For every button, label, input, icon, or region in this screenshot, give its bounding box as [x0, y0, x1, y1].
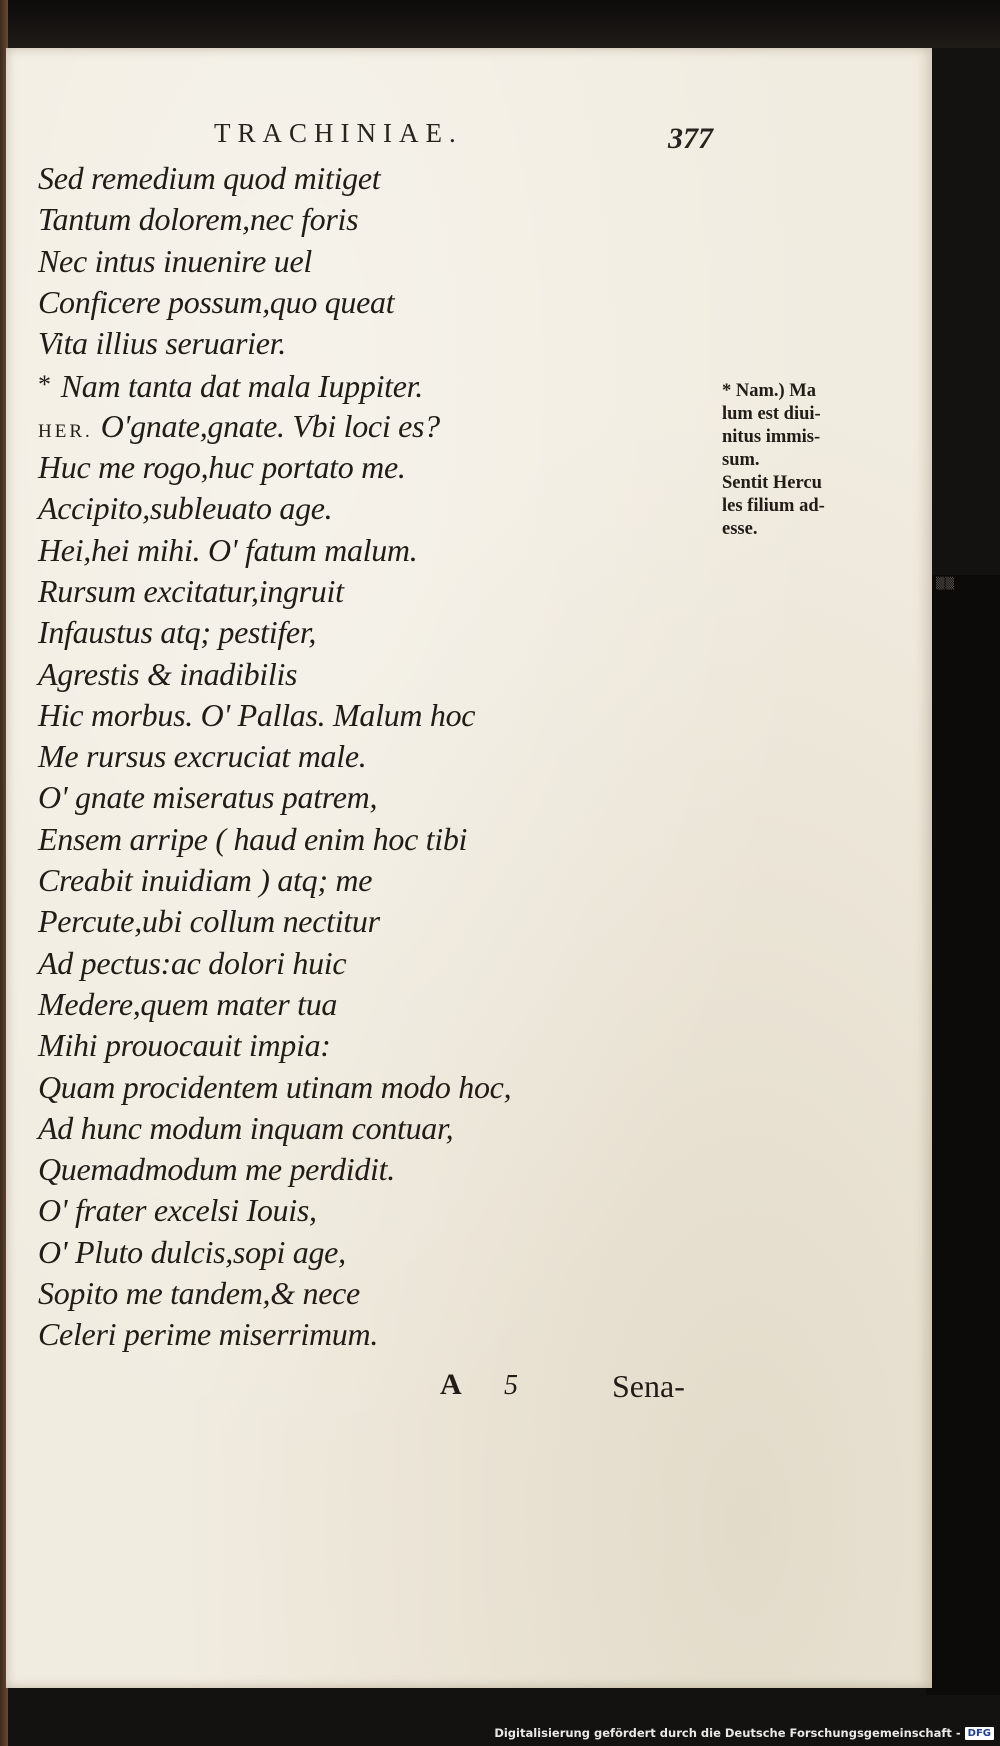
verse-line	[38, 1232, 511, 1273]
signature-mark: A	[440, 1368, 462, 1401]
verse-line-text: Me rursus excruciat male.	[38, 738, 367, 775]
verse-line-text: Nam tanta dat mala Iuppiter.	[60, 368, 423, 405]
verse-line	[38, 406, 511, 447]
marginal-note-line: les filium ad-	[722, 496, 825, 516]
verse-line-text: Celeri perime miserrimum.	[38, 1316, 379, 1353]
verse-line-text: Mihi prouocauit impia:	[38, 1027, 331, 1064]
verse-line	[38, 488, 511, 529]
verse-line	[38, 571, 511, 612]
verse-line-text: Quam procidentem utinam modo hoc,	[38, 1068, 512, 1105]
verse-line	[38, 901, 511, 942]
verse-line-text: O' gnate miseratus patrem,	[38, 779, 378, 816]
verse-line	[38, 654, 511, 695]
verse-line	[38, 1108, 511, 1149]
scan-right-background	[926, 575, 1000, 1695]
verse-line	[38, 1067, 511, 1108]
verse-line-text: Medere,quem mater tua	[38, 985, 338, 1022]
digitization-credit: Digitalisierung gefördert durch die Deutsche Forschungsgemeinschaft -	[494, 1726, 961, 1740]
verse-line	[38, 1314, 511, 1355]
verse-line-text: O' frater excelsi Iouis,	[38, 1192, 317, 1229]
verse-line-text: Accipito,subleuato age.	[38, 490, 333, 527]
verse-line	[38, 612, 511, 653]
verse-line-text: Quemadmodum me perdidit.	[38, 1151, 395, 1188]
verse-line-text: Nec intus inuenire uel	[38, 242, 312, 279]
verse-line	[38, 199, 511, 240]
verse-line	[38, 323, 511, 364]
verse-line	[38, 1025, 511, 1066]
verse-line	[38, 282, 511, 323]
marginal-note-line: Sentit Hercu	[722, 473, 822, 493]
verse-line-text: Conficere possum,quo queat	[38, 283, 395, 320]
verse-line-text: Creabit inuidiam ) atq; me	[38, 862, 373, 899]
verse-line-text: Vita illius seruarier.	[38, 325, 286, 362]
verse-line-text: Agrestis & inadibilis	[38, 655, 298, 692]
verse-line-text: Ad pectus:ac dolori huic	[38, 944, 347, 981]
verse-line-text: Hic morbus. O' Pallas. Malum hoc	[38, 696, 476, 733]
marginal-note-line: sum.	[722, 450, 760, 470]
bleed-through-mark: ▒▒	[936, 577, 955, 590]
verse-line-text: Ad hunc modum inquam contuar,	[38, 1109, 454, 1146]
verse-line	[38, 984, 511, 1025]
scan-top-background	[0, 0, 1000, 48]
verse-text	[38, 158, 511, 1356]
catchword: Sena-	[612, 1368, 685, 1404]
digitization-credit-bar	[494, 1724, 994, 1742]
verse-line	[38, 241, 511, 282]
verse-line-text: Percute,ubi collum nectitur	[38, 903, 380, 940]
verse-line	[38, 1149, 511, 1190]
verse-line	[38, 860, 511, 901]
asterisk-reference-mark: *	[38, 370, 51, 400]
speaker-label: HER.	[38, 420, 93, 442]
verse-line	[38, 943, 511, 984]
verse-line-text: Tantum dolorem,nec foris	[38, 201, 359, 238]
verse-line-text: O' Pluto dulcis,sopi age,	[38, 1233, 346, 1270]
verse-line-text: Ensem arripe ( haud enim hoc tibi	[38, 820, 468, 857]
marginal-note-line: * Nam.) Ma	[722, 381, 817, 401]
running-head: TRACHINIAE.	[214, 118, 463, 148]
verse-line	[38, 1273, 511, 1314]
verse-line-text: Huc me rogo,huc portato me.	[38, 449, 406, 486]
verse-line-text: Sed remedium quod mitiget	[38, 160, 381, 196]
verse-line	[38, 1190, 511, 1231]
verse-line-text: Infaustus atq; pestifer,	[38, 614, 317, 651]
verse-line	[38, 695, 511, 736]
verse-line	[38, 736, 511, 777]
marginal-note-line: esse.	[722, 519, 758, 539]
verse-line	[38, 364, 511, 405]
verse-line-text: Rursum excitatur,ingruit	[38, 572, 344, 609]
marginal-note	[722, 380, 872, 541]
verse-line-text: Sopito me tandem,& nece	[38, 1275, 360, 1312]
verse-line	[38, 530, 511, 571]
marginal-note-line: lum est diui-	[722, 404, 821, 424]
signature-number: 5	[504, 1370, 518, 1401]
verse-line	[38, 819, 511, 860]
verse-line-text: Hei,hei mihi. O' fatum malum.	[38, 531, 418, 568]
marginal-note-line: nitus immis-	[722, 427, 821, 447]
verse-line-text: O'gnate,gnate. Vbi loci es?	[100, 407, 440, 444]
verse-line	[38, 777, 511, 818]
verse-line	[38, 158, 511, 199]
page-number: 377	[668, 122, 713, 155]
verse-line	[38, 447, 511, 488]
dfg-logo: DFG	[965, 1727, 994, 1740]
